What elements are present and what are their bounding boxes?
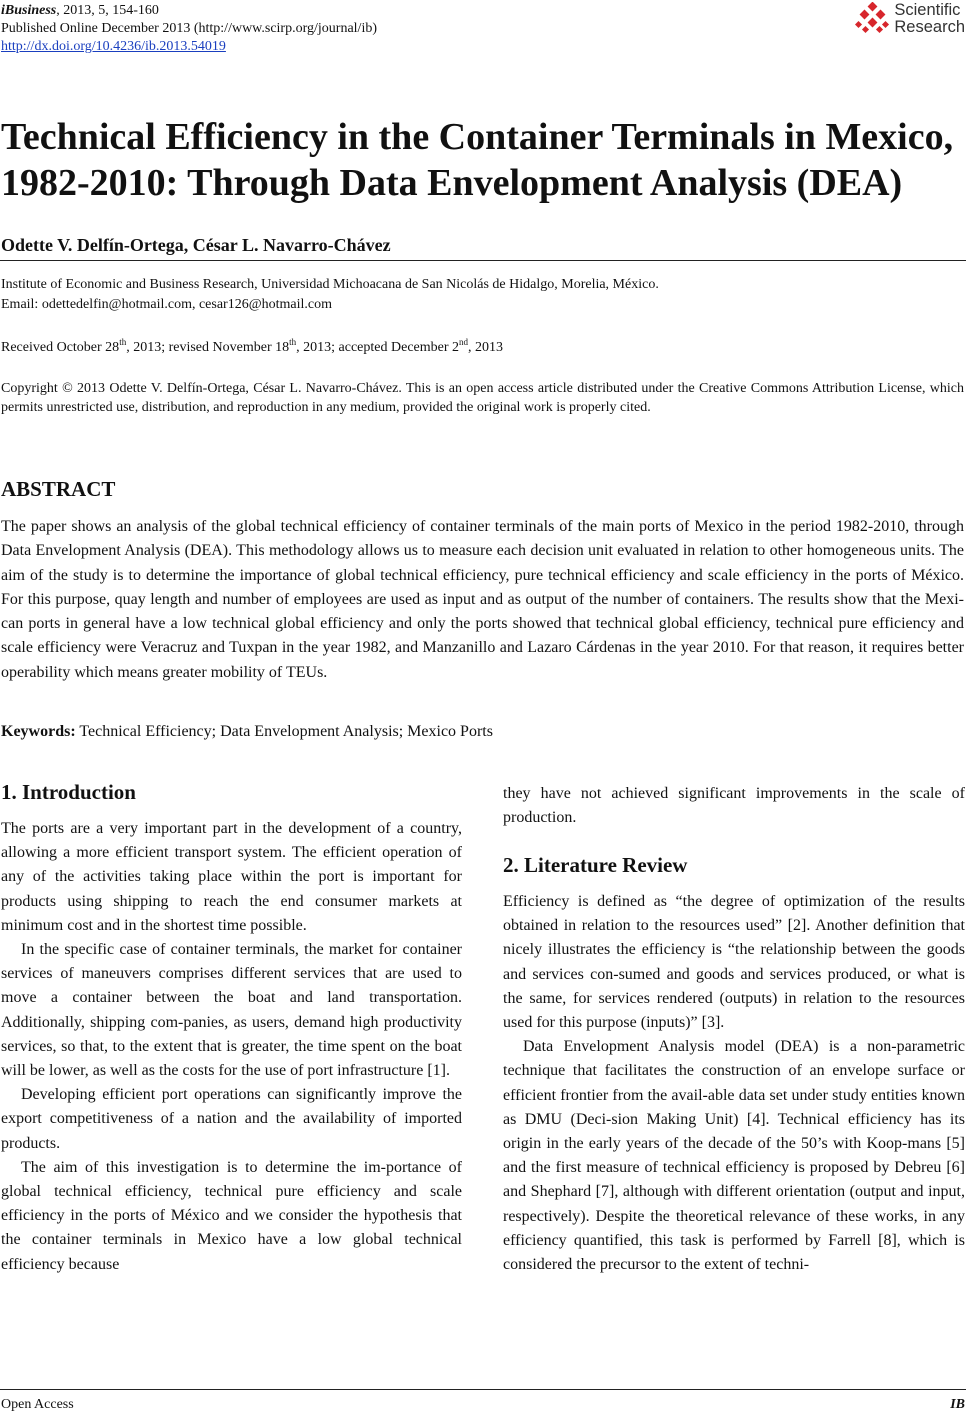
- right-column: [503, 890, 965, 1277]
- accepted-text: , 2013; accepted December 2: [296, 340, 460, 355]
- keywords-text: Technical Efficiency; Data Envelopment Analysis; Mexico Ports: [75, 723, 493, 740]
- keywords: [1, 723, 493, 741]
- paragraph: Data Envelopment Analysis model (DEA) is a non-parametric technique that facilitates the construction of an envelope surface or efficient frontier from the avail-able data set under study entities known as DMU (Deci-sion Making Unit) [4]. Technical efficiency has its origin in the early years of the decade of the 50’s with Koop-mans [5] and the first measure of technical efficiency is proposed by Debreu [6] and Shephard [7], although with different orientation (output and input, respectively). Despite the theoretical relevance of these works, in any efficiency quantified, this task is performed by Farrell [8], which is considered the precursor to the extent of techni-: [503, 1038, 965, 1274]
- year-text: , 2013: [468, 340, 504, 355]
- revised-text: , 2013; revised November 18: [126, 340, 290, 355]
- title-divider: [0, 260, 966, 261]
- citation-details: , 2013, 5, 154-160: [56, 3, 159, 18]
- section-heading-literature-review: 2. Literature Review: [503, 853, 688, 877]
- citation-line: [1, 2, 377, 20]
- section-heading-introduction: 1. Introduction: [1, 780, 136, 804]
- right-column-continuation: [503, 782, 965, 830]
- logo-line-2: Research: [894, 18, 965, 36]
- received-dates: [1, 338, 964, 357]
- abstract-text: The paper shows an analysis of the global technical efficiency of container terminals of the main ports of Mexico in the period 1982-2010, through Data Envelopment Analysis (DEA). This methodology allows us to measure each decision unit evaluated in relation to other homogeneous units. The aim of the study is to determine the importance of global technical efficiency, pure technical efficiency and scale efficiency in the ports of México. For this purpose, quay length and number of employees are used as input and as output of the number of containers. The results show that the Mexi-can ports in general have a low technical global efficiency and only the ports showed that technical global efficiency, technical pure efficiency and scale efficiency were Veracruz and Tuxpan in the year 1982, and Manzanillo and Lazaro Cárdenas in the year 2010. For that reason, it requires better operability which means greater mobility of TEUs.: [1, 518, 964, 681]
- journal-name: iBusiness: [1, 3, 57, 18]
- paragraph: The aim of this investigation is to determine the im-portance of global technical efficiency, technical pure efficiency and scale efficiency in the ports of México and we consider the hypothesis that the container terminals in Mexico have a low global technical efficiency because: [1, 1158, 462, 1273]
- abstract-heading: ABSTRACT: [1, 477, 116, 501]
- paragraph: The ports are a very important part in the development of a country, allowing a more efficient transport system. The efficient operation of any of the activities taking place within the port is important for products using shipping to reach the end consumer markets at minimum cost and in the shortest time possible.: [1, 820, 462, 934]
- logo-text: [894, 2, 965, 36]
- copyright: Copyright © 2013 Odette V. Delfín-Ortega, César L. Navarro-Chávez. This is an open access article distributed under the Creative Commons Attribution License, which permits unrestricted use, distribution, and reproduction in any medium, provided the original work is properly cited.: [1, 381, 964, 415]
- footer-divider: [0, 1389, 966, 1390]
- ordinal-sup: nd: [459, 337, 469, 347]
- logo-line-1: Scientific: [894, 1, 961, 19]
- paragraph: Developing efficient port operations can significantly improve the export competitiveness of a nation and the availability of imported products.: [1, 1086, 462, 1152]
- scientific-research-logo-icon: [855, 2, 891, 36]
- paragraph: Efficiency is defined as “the degree of optimization of the results obtained in relation to the resources used” [2]. Another definition that nicely illustrates the efficiency is “the relationship between the goods and services con-sumed and goods and services produced, or what is the same, for services rendered (outputs) in relation to the resources used for this purpose (inputs)” [3].: [503, 893, 965, 1032]
- publisher-logo: [855, 2, 965, 36]
- authors: Odette V. Delfín-Ortega, César L. Navarro-Chávez: [1, 235, 391, 255]
- left-column: [1, 817, 462, 1277]
- keywords-label: Keywords:: [1, 723, 76, 740]
- received-text: Received October 28: [1, 340, 120, 355]
- affiliation: Institute of Economic and Business Research, Universidad Michoacana de San Nicolás de Hidalgo, Morelia, México.: [1, 277, 659, 292]
- footer-journal-abbrev: IB: [950, 1397, 965, 1412]
- paragraph: they have not achieved significant improvements in the scale of production.: [503, 785, 965, 827]
- published-line: Published Online December 2013 (http://www.scirp.org/journal/ib): [1, 21, 377, 36]
- email: Email: odettedelfin@hotmail.com, cesar126@hotmail.com: [1, 297, 332, 312]
- paper-title: Technical Efficiency in the Container Terminals in Mexico, 1982-2010: Through Data Envelopment Analysis (DEA): [1, 116, 954, 204]
- ordinal-sup: th: [289, 337, 297, 347]
- footer-open-access: Open Access: [1, 1397, 74, 1412]
- journal-header: [1, 2, 377, 56]
- doi-link[interactable]: http://dx.doi.org/10.4236/ib.2013.54019: [1, 39, 226, 54]
- paragraph: In the specific case of container terminals, the market for container services of maneuvers comprises different services that are used to move a container between the boat and land transportation. Additionally, shipping com-panies, as users, demand high productivity services, so that, to the extent that is greater, the time spent on the boat will be lower, as well as the costs for the use of port infrastructure [1].: [1, 941, 462, 1080]
- ordinal-sup: th: [119, 337, 127, 347]
